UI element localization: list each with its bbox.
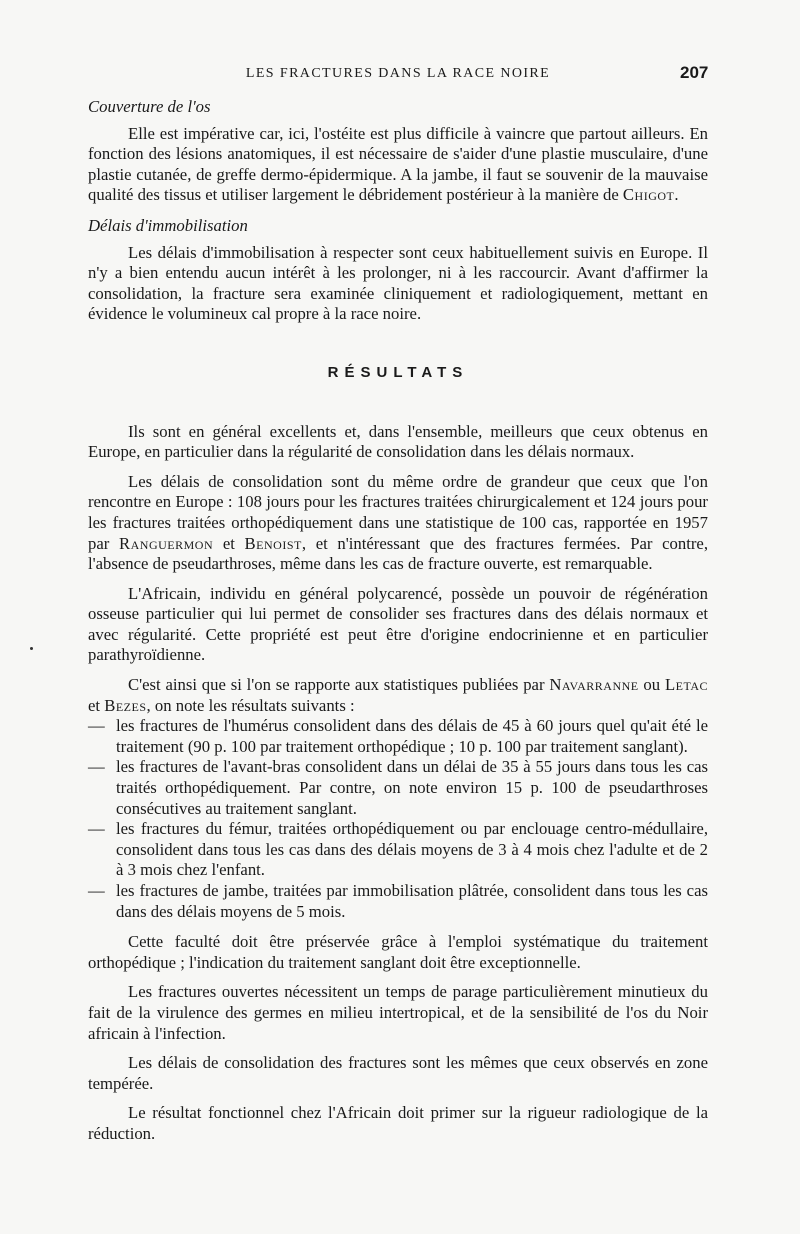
running-head: LES FRACTURES DANS LA RACE NOIRE <box>245 66 551 81</box>
paragraph-resultats-2: Les délais de consolidation sont du même ordre de grandeur que ceux que l'on rencontre en Europe : 108 jours pour les fractures traitées chirurgicalement et 124 jours pour les fractures traitées orthopédiquement dans une statistique de 100 cas, rapportée en 1957 par Ranguermon et Benoist, et n'intéressant que des fractures fermées. Par contre, l'absence de pseudarthroses, même dans les cas de fracture ouverte, est remarquable. <box>88 471 708 574</box>
list-item: — les fractures de l'humérus consolident dans des délais de 45 à 60 jours quel qu'ait été le traitement (90 p. 100 par traitement orthopédique ; 10 p. 100 par traitement sanglant). <box>88 716 708 756</box>
paragraph-resultats-1: Ils sont en général excellents et, dans l'ensemble, meilleurs que ceux obtenus en Europe, en particulier dans la régularité de consolidation dans les délais normaux. <box>88 421 708 462</box>
paragraph-resultats-5: Cette faculté doit être préservée grâce à l'emploi systématique du traitement orthopédique ; l'indication du traitement sanglant doit être exceptionnelle. <box>88 932 708 972</box>
paragraph-resultats-3: L'Africain, individu en général polycarencé, possède un pouvoir de régénération osseuse particulier qui lui permet de consolider ses fractures dans des délais normaux et avec régularité. Cette propriété est peut être d'origine endocrinienne et en particulier parathyroïdienne. <box>88 583 708 665</box>
paragraph-resultats-6: Les fractures ouvertes nécessitent un temps de parage particulièrement minutieux du fait de la virulence des germes en milieu intertropical, et de la sensibilité de l'os du Noir africain à l'infection. <box>88 982 708 1043</box>
section-heading-couverture: Couverture de l'os <box>88 97 211 116</box>
list-item: — les fractures du fémur, traitées orthopédiquement ou par enclouage centro-médullaire, consolident dans tous les cas dans des délais moyens de 3 à 4 mois chez l'adulte et de 2 à 3 mois chez l'enfant. <box>88 819 708 880</box>
paragraph-resultats-7: Les délais de consolidation des fractures sont les mêmes que ceux observés en zone tempérée. <box>88 1053 708 1093</box>
author-name: Benoist <box>244 533 302 553</box>
section-heading-delais: Délais d'immobilisation <box>88 215 248 235</box>
author-name: Chigot <box>622 185 675 205</box>
paragraph-couverture: Elle est impérative car, ici, l'ostéite est plus difficile à vaincre que partout ailleurs. En fonction des lésions anatomiques, il est nécessaire de s'aider d'une plastie musculaire, d'une plastie cutanée, de greffe dermo-épidermique. A la jambe, il faut se souvenir de la mauvaise qualité des tissus et utiliser largement le débridement postérieur à la manière de Chigot. <box>88 123 708 205</box>
margin-mark <box>30 647 33 650</box>
paragraph-delais: Les délais d'immobilisation à respecter sont ceux habituellement suivis en Europe. Il n'y a bien entendu aucun intérêt à les prolonger, ni à les raccourcir. Avant d'affirmer la consolidation, la fracture sera examinée cliniquement et radiologiquement, mettant en évidence le volumineux cal propre à la race noire. <box>88 242 708 324</box>
page-number: 207 <box>680 63 709 82</box>
section-title-resultats: RÉSULTATS <box>327 363 469 381</box>
list-item: — les fractures de jambe, traitées par immobilisation plâtrée, consolident dans tous les cas dans des délais moyens de 5 mois. <box>88 881 708 921</box>
article-body <box>88 97 708 1145</box>
paragraph-resultats-8: Le résultat fonctionnel chez l'Africain doit primer sur la rigueur radiologique de la réduction. <box>88 1103 708 1143</box>
author-name: Bezes <box>104 695 147 715</box>
paragraph-resultats-4: C'est ainsi que si l'on se rapporte aux statistiques publiées par Navarranne ou Letac et Bezes, on note les résultats suivants : <box>88 675 709 715</box>
list-item: — les fractures de l'avant-bras consolident dans un délai de 35 à 55 jours dans tous les cas traités orthopédiquement. Par contre, on note environ 15 p. 100 de pseudarthroses consécutives au traitement sanglant. <box>88 757 708 818</box>
author-name: Ranguermon <box>119 533 214 553</box>
author-name: Navarranne <box>549 675 639 695</box>
author-name: Letac <box>664 675 709 695</box>
results-list <box>88 716 708 922</box>
